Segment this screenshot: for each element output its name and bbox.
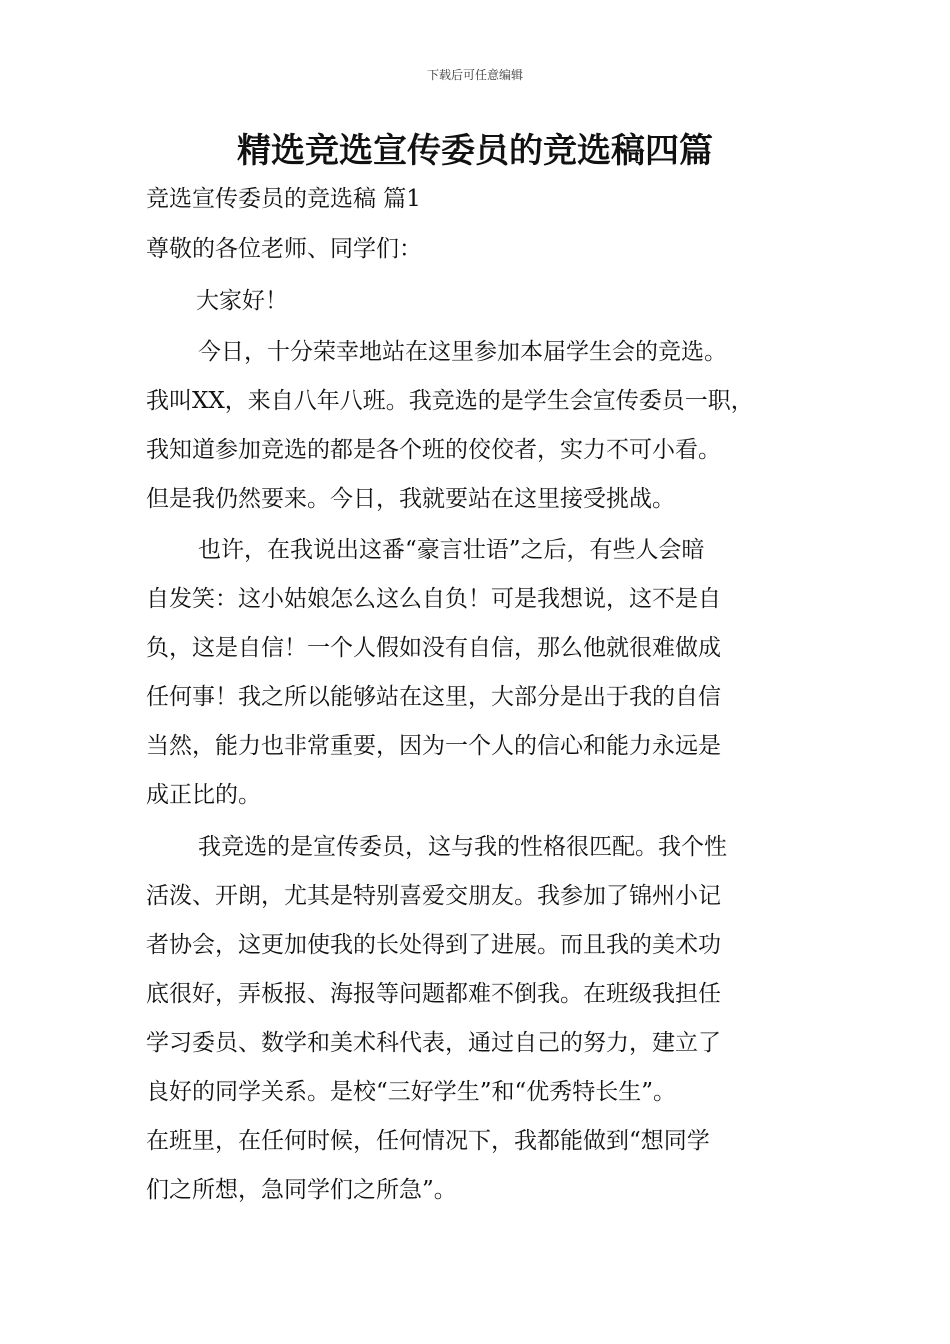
paragraph-line: 我竞选的是宣传委员，这与我的性格很匹配。我个性 xyxy=(198,834,727,860)
paragraph-line: 我叫XX，来自八年八班。我竞选的是学生会宣传委员一职， xyxy=(146,388,754,414)
paragraph-line: 们之所想，急同学们之所急”。 xyxy=(146,1177,457,1203)
paragraph-line: 底很好，弄板报、海报等问题都难不倒我。在班级我担任 xyxy=(146,981,721,1007)
paragraph-3 xyxy=(146,823,836,1215)
paragraph-line: 我知道参加竞选的都是各个班的佼佼者，实力不可小看。 xyxy=(146,437,721,463)
header-note: 下载后可任意编辑 xyxy=(426,68,523,82)
paragraph-line: 也许，在我说出这番“豪言壮语”之后，有些人会暗 xyxy=(198,537,705,563)
paragraph-line: 负，这是自信！一个人假如没有自信，那么他就很难做成 xyxy=(146,635,721,661)
greeting: 大家好！ xyxy=(196,288,288,314)
paragraph-line: 学习委员、数学和美术科代表，通过自己的努力，建立了 xyxy=(146,1030,721,1056)
paragraph-line: 在班里，在任何时候，任何情况下，我都能做到“想同学 xyxy=(146,1128,710,1154)
paragraph-line: 但是我仍然要来。今日，我就要站在这里接受挑战。 xyxy=(146,486,675,512)
paragraph-line: 者协会，这更加使我的长处得到了进展。而且我的美术功 xyxy=(146,932,721,958)
document-title: 精选竞选宣传委员的竞选稿四篇 xyxy=(237,131,713,171)
paragraph-line: 当然，能力也非常重要，因为一个人的信心和能力永远是 xyxy=(146,733,721,759)
paragraph-line: 任何事！我之所以能够站在这里，大部分是出于我的自信 xyxy=(146,684,721,710)
paragraph-2 xyxy=(146,526,836,820)
paragraph-line: 活泼、开朗，尤其是特别喜爱交朋友。我参加了锦州小记 xyxy=(146,883,721,909)
paragraph-line: 成正比的。 xyxy=(146,782,261,808)
paragraph-1 xyxy=(146,328,836,524)
salutation: 尊敬的各位老师、同学们： xyxy=(146,236,422,262)
paragraph-line: 良好的同学关系。是校“三好学生”和“优秀特长生”。 xyxy=(146,1079,677,1105)
section-heading: 竞选宣传委员的竞选稿 篇1 xyxy=(146,186,421,212)
paragraph-line: 今日，十分荣幸地站在这里参加本届学生会的竞选。 xyxy=(198,339,727,365)
paragraph-line: 自发笑：这小姑娘怎么这么自负！可是我想说，这不是自 xyxy=(146,586,721,612)
